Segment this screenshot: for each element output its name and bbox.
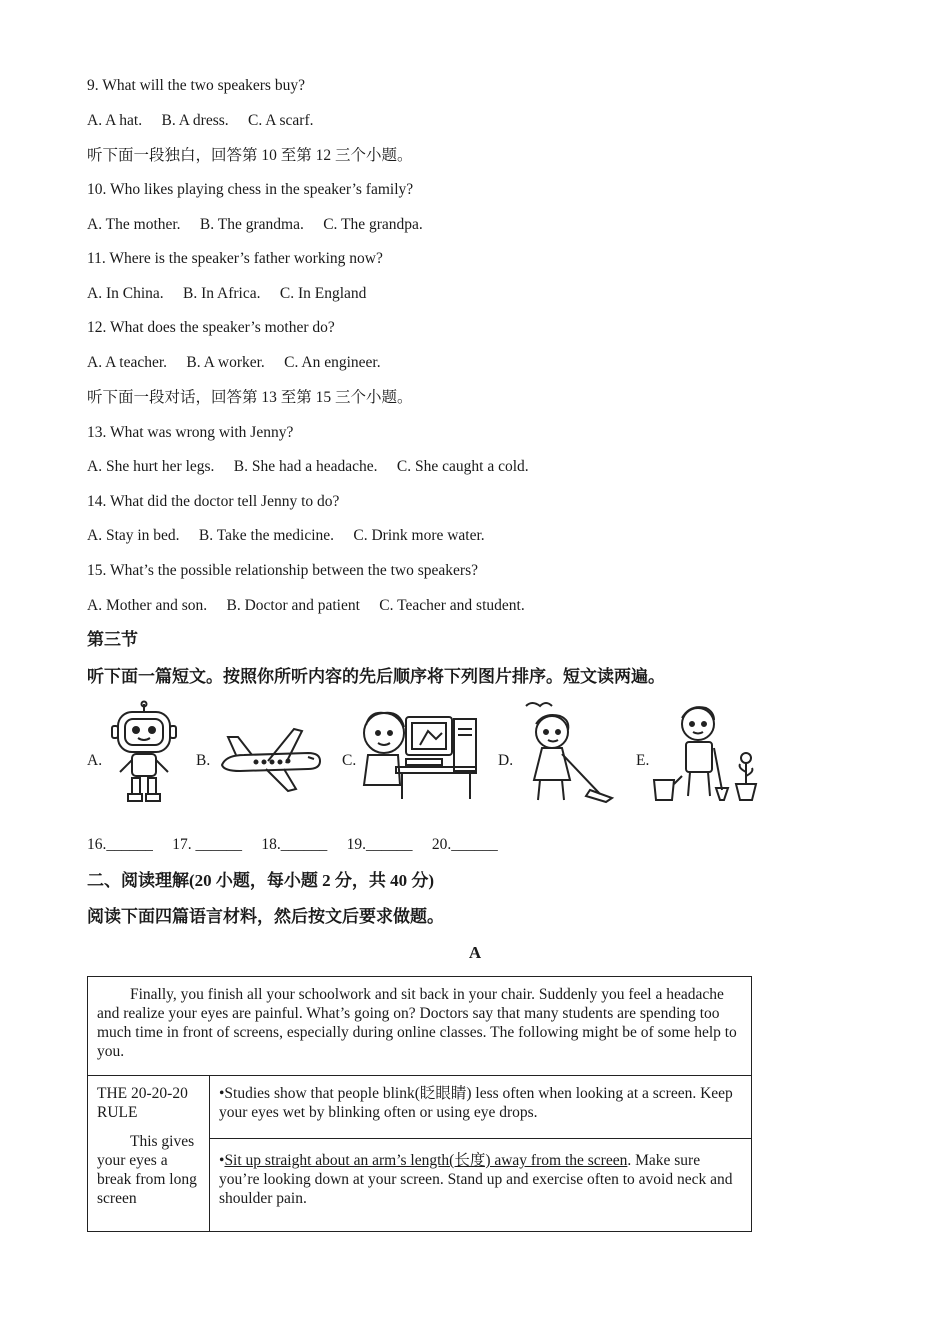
picture-label-a: A.: [87, 752, 103, 769]
section-3-title: 第三节: [87, 630, 138, 649]
question-9-options: A. A hat. B. A dress. C. A scarf.: [87, 112, 314, 129]
tip-blink: •Studies show that people blink(眨眼睛) less often when looking at a screen. Keep your eyes wet by blinking often or using eye drops.: [210, 1076, 752, 1139]
picture-label-e: E.: [636, 752, 650, 769]
tip-underlined-sentence: Sit up straight about an arm’s length(长度) away from the screen: [224, 1152, 628, 1169]
instruction-13-15: 听下面一段对话，回答第 13 至第 15 三个小题。: [87, 389, 413, 406]
question-14: 14. What did the doctor tell Jenny to do?: [87, 493, 340, 510]
rule-title: THE 20-20-20 RULE: [97, 1085, 188, 1121]
passage-label: A: [468, 943, 482, 962]
airplane-icon: [216, 715, 326, 800]
question-10-options: A. The mother. B. The grandma. C. The grandpa.: [87, 216, 423, 233]
picture-label-b: B.: [196, 752, 211, 769]
question-12: 12. What does the speaker’s mother do?: [87, 319, 335, 336]
passage-a-table: [87, 976, 752, 1232]
question-13: 13. What was wrong with Jenny?: [87, 424, 294, 441]
computer-user-icon: [356, 705, 484, 803]
picture-label-c: C.: [342, 752, 357, 769]
question-12-options: A. A teacher. B. A worker. C. An engineer.: [87, 354, 381, 371]
girl-sweeping-icon: [514, 698, 620, 804]
rule-body: This gives your eyes a break from long screen: [97, 1133, 197, 1207]
question-13-options: A. She hurt her legs. B. She had a headache. C. She caught a cold.: [87, 458, 529, 475]
section-3-instruction: 听下面一篇短文。按照你所听内容的先后顺序将下列图片排序。短文读两遍。: [87, 667, 665, 686]
passage-intro: Finally, you finish all your schoolwork and sit back in your chair. Suddenly you feel a headache and realize your eyes are painful. What’s going on? Doctors say that many students are spending too much time in front of screens, especially during online classes. The following might be of some help to you.: [88, 977, 752, 1076]
boy-gardening-icon: [650, 700, 762, 804]
picture-label-d: D.: [498, 752, 514, 769]
tip-posture: [210, 1139, 752, 1232]
tip-bullet: •: [219, 1152, 225, 1169]
rule-cell: [88, 1076, 210, 1232]
tip-rest: . Make sure you’re looking down at your screen. Stand up and exercise often to avoid neck and shoulder pain.: [219, 1152, 733, 1207]
question-15: 15. What’s the possible relationship between the two speakers?: [87, 562, 478, 579]
question-11: 11. Where is the speaker’s father working now?: [87, 250, 383, 267]
robot-icon: [108, 700, 180, 806]
question-14-options: A. Stay in bed. B. Take the medicine. C. Drink more water.: [87, 527, 485, 544]
question-9: 9. What will the two speakers buy?: [87, 77, 305, 94]
question-11-options: A. In China. B. In Africa. C. In England: [87, 285, 367, 302]
question-10: 10. Who likes playing chess in the speaker’s family?: [87, 181, 414, 198]
part-2-instruction: 阅读下面四篇语言材料，然后按文后要求做题。: [87, 907, 444, 926]
instruction-10-12: 听下面一段独白，回答第 10 至第 12 三个小题。: [87, 147, 413, 164]
answer-blanks[interactable]: 16.______ 17. ______ 18.______ 19.______ 20.______: [87, 836, 498, 853]
part-2-title: 二、阅读理解(20 小题，每小题 2 分，共 40 分): [87, 871, 435, 890]
question-15-options: A. Mother and son. B. Doctor and patient C. Teacher and student.: [87, 597, 525, 614]
